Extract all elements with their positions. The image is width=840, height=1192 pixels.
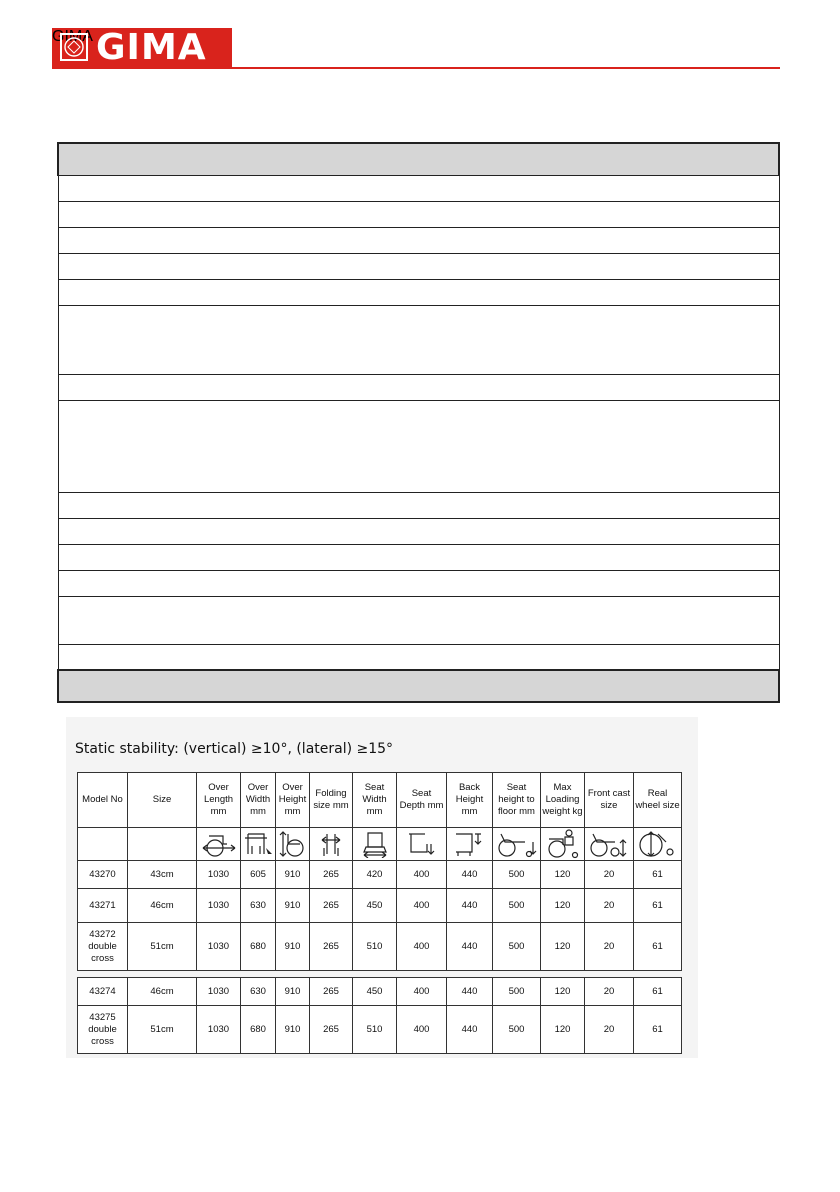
table-row — [58, 254, 779, 280]
col-header-seat-depth: Seat Depth mm — [397, 773, 447, 828]
col-header-seat-width: Seat Width mm — [353, 773, 397, 828]
table-row: 43275 double cross 51cm 1030 680 910 265 510 400 440 500 120 20 61 — [78, 1006, 682, 1054]
table-row: 43270 43cm 1030 605 910 265 420 400 440 500 120 20 61 — [78, 861, 682, 889]
seal-icon — [60, 33, 88, 61]
dimensions-table-continued — [77, 977, 682, 1054]
dimensions-header-row — [78, 773, 682, 828]
spec-table-header — [58, 143, 779, 176]
table-row: 43274 46cm 1030 630 910 265 450 400 440 500 120 20 61 — [78, 978, 682, 1006]
table-row — [58, 280, 779, 306]
col-header-model: Model No — [78, 773, 128, 828]
table-row — [58, 597, 779, 645]
spec-table-footer — [58, 670, 779, 702]
col-header-over-height: Over Height mm — [276, 773, 310, 828]
table-row — [58, 645, 779, 671]
over-height-icon — [278, 830, 308, 858]
seal-text: GIMA — [52, 28, 93, 45]
rear-wheel-icon — [638, 830, 678, 858]
brand-name: GIMA — [96, 27, 207, 68]
col-header-folding-size: Folding size mm — [310, 773, 353, 828]
table-row — [58, 519, 779, 545]
col-header-rear-wheel: Real wheel size — [634, 773, 682, 828]
header-rule — [232, 67, 780, 69]
dimensions-icon-row — [78, 828, 682, 861]
folding-size-icon — [318, 830, 344, 858]
over-width-icon — [242, 830, 274, 858]
dimensions-table — [77, 772, 682, 971]
table-row: 43271 46cm 1030 630 910 265 450 400 440 500 120 20 61 — [78, 889, 682, 923]
table-row — [58, 202, 779, 228]
table-row — [58, 176, 779, 202]
col-header-over-length: Over Length mm — [197, 773, 241, 828]
col-header-seat-height: Seat height to floor mm — [493, 773, 541, 828]
col-header-front-cast: Front cast size — [585, 773, 634, 828]
max-load-icon — [545, 829, 581, 859]
table-row — [58, 306, 779, 375]
table-row — [58, 228, 779, 254]
back-height-icon — [452, 830, 488, 858]
seat-width-icon — [360, 830, 390, 858]
col-header-max-load: Max Loading weight kg — [541, 773, 585, 828]
table-row — [58, 375, 779, 401]
table-row: 43272 double cross 51cm 1030 680 910 265 510 400 440 500 120 20 61 — [78, 923, 682, 971]
seat-depth-icon — [405, 830, 439, 858]
brand-logo — [52, 28, 232, 69]
col-header-back-height: Back Height mm — [447, 773, 493, 828]
front-cast-icon — [587, 830, 631, 858]
seat-height-icon — [495, 830, 539, 858]
table-row — [58, 401, 779, 493]
over-length-icon — [201, 830, 237, 858]
table-row — [58, 571, 779, 597]
col-header-size: Size — [128, 773, 197, 828]
table-row — [58, 545, 779, 571]
stability-note: Static stability: (vertical) ≥10°, (lateral) ≥15° — [75, 741, 394, 757]
table-row — [58, 493, 779, 519]
col-header-over-width: Over Width mm — [241, 773, 276, 828]
spec-table — [57, 142, 780, 703]
